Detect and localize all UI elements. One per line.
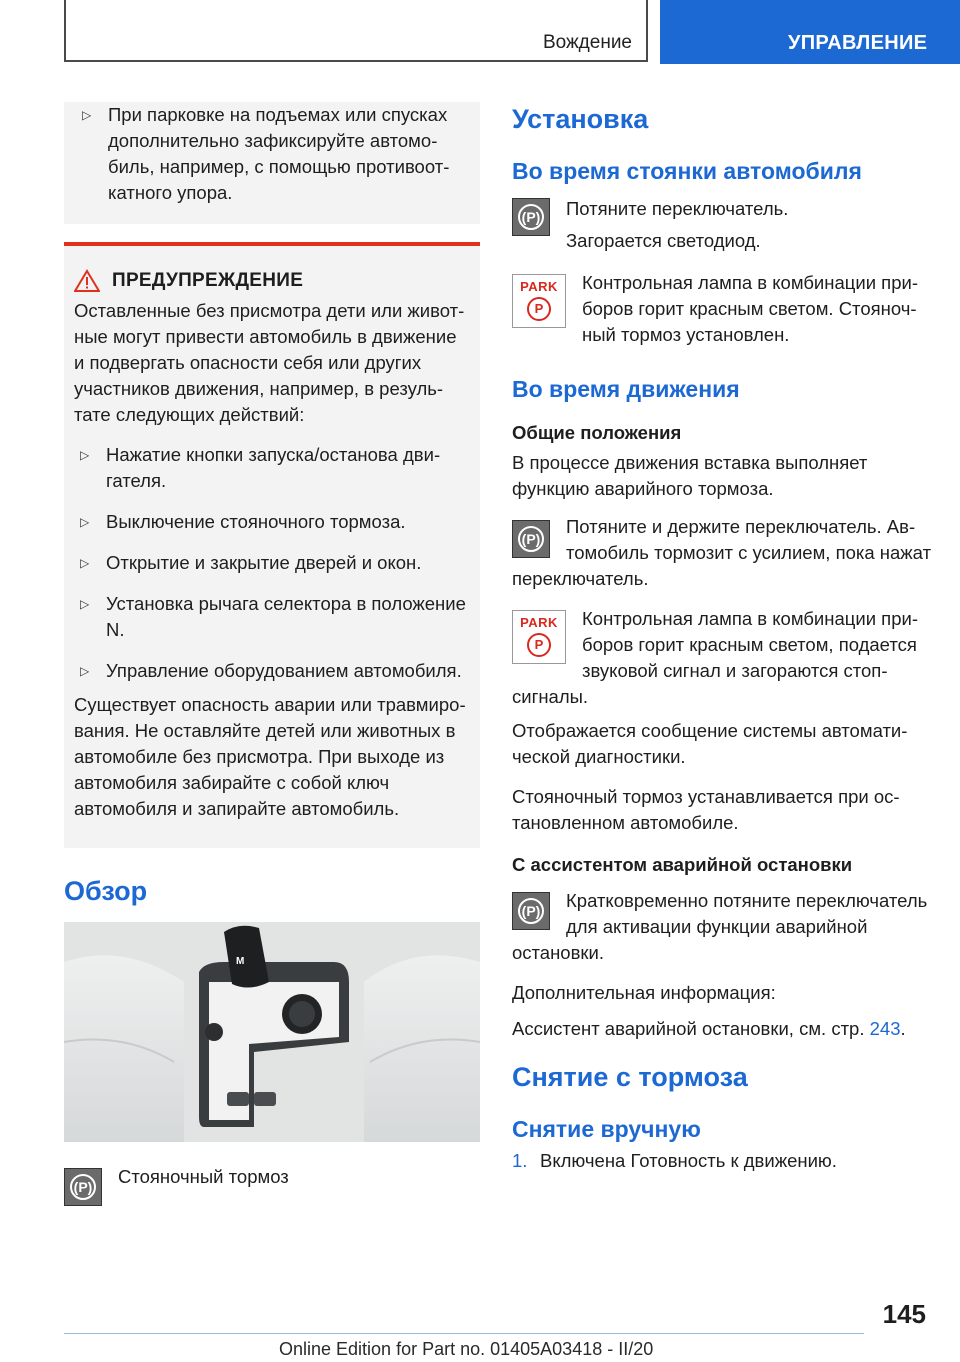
step-text: Включена Готовность к движению.	[540, 1150, 837, 1171]
park-warning-lamp-icon	[512, 274, 566, 328]
park-p-letter: P	[527, 633, 551, 657]
parking-brake-switch-icon	[512, 198, 550, 236]
warning-triangle-icon	[74, 269, 100, 293]
step-number: 1.	[512, 1150, 528, 1171]
see-reference-text: Ассистент аварийной остановки, см. стр.	[512, 1018, 865, 1039]
center-console-photo	[64, 922, 480, 1142]
header-section-label: Вождение	[542, 32, 632, 53]
photo-caption: Стояночный тормоз	[118, 1166, 289, 1187]
left-column	[64, 102, 480, 1210]
pull-switch-text: Потяните переключатель.	[566, 198, 789, 219]
note-box	[64, 102, 480, 224]
bullet-triangle-icon: ▷	[82, 108, 92, 122]
p-symbol: (P)	[518, 204, 544, 230]
park-warning-lamp-icon	[512, 610, 566, 664]
warning-item-text: Установка рычага селектора в положение N.	[106, 593, 466, 640]
set-stopped-text: Стояночный тормоз устанавливается при остановленном автомобиле.	[512, 786, 900, 833]
note-bullet	[76, 102, 468, 206]
p-symbol: (P)	[518, 898, 544, 924]
footer-divider	[64, 1333, 864, 1334]
bullet-triangle-icon: ▷	[80, 597, 90, 611]
warning-item-text: Управление оборудованием автомобиля.	[106, 660, 462, 681]
lamp-parked-text: Контрольная лампа в комбинации приборов горит красным светом. Стояночный тормоз установлен.	[582, 272, 918, 345]
see-reference-suffix: .	[900, 1018, 906, 1039]
parking-brake-switch-icon	[64, 1168, 102, 1206]
p-symbol: (P)	[518, 526, 544, 552]
caption-row	[64, 1164, 480, 1210]
warning-item	[74, 658, 470, 684]
page-link[interactable]: 243	[869, 1018, 901, 1039]
bullet-triangle-icon: ▷	[80, 515, 90, 529]
emergency-text: Кратковременно потяните переключатель для активации функции аварийной остановки.	[512, 890, 928, 963]
warning-item	[74, 591, 470, 643]
pull-switch-row	[512, 196, 932, 254]
general-text: В процессе движения вставка выполняет функцию аварийного тормоза.	[512, 452, 868, 499]
header-chapter-tab	[660, 0, 960, 64]
warning-box	[64, 242, 480, 848]
overview-heading: Обзор	[64, 876, 148, 906]
warning-item	[74, 509, 470, 535]
warning-item-text: Выключение стояночного тормоза.	[106, 511, 406, 532]
header-section-tab	[64, 0, 648, 62]
page-number: 145	[882, 1299, 926, 1329]
warning-intro: Оставленные без присмотра дети или животные могут привести автомобиль в движение и подвергать опасности себя или других участников движения, например, в результате следующих действий:	[74, 300, 465, 425]
warning-item	[74, 442, 470, 494]
driving-heading: Во время движения	[512, 376, 740, 402]
warning-title: ПРЕДУПРЕЖДЕНИЕ	[112, 270, 304, 291]
parking-brake-switch-icon	[512, 520, 550, 558]
lamp-driving-row	[512, 606, 932, 710]
hold-switch-text: Потяните и держите переключатель. Автомобиль тормозит с усилием, пока нажат переключатель.	[512, 516, 932, 589]
emergency-row	[512, 888, 932, 966]
bullet-triangle-icon: ▷	[80, 448, 90, 462]
diag-message-text: Отображается сообщение системы автоматической диагностики.	[512, 720, 908, 767]
warning-item-text: Нажатие кнопки запуска/останова двигателя.	[106, 444, 441, 491]
warning-header	[74, 268, 470, 294]
footer-edition: Online Edition for Part no. 01405A03418 - II/20	[279, 1339, 654, 1359]
manual-release-heading: Снятие вручную	[512, 1116, 701, 1142]
header-chapter-label: УПРАВЛЕНИЕ	[788, 32, 928, 54]
p-symbol: (P)	[70, 1174, 96, 1200]
note-bullet-text: При парковке на подъемах или спусках дополнительно зафиксируйте автомобиль, например, с помощью противооткатного упора.	[108, 104, 450, 203]
release-heading: Снятие с тормоза	[512, 1062, 748, 1092]
park-label: PARK	[520, 279, 558, 294]
hold-switch-row	[512, 514, 932, 592]
lamp-parked-row	[512, 270, 932, 348]
park-p-letter: P	[527, 297, 551, 321]
led-on-text: Загорается светодиод.	[566, 230, 761, 251]
park-label: PARK	[520, 615, 558, 630]
see-reference	[512, 1016, 932, 1042]
svg-text:M: M	[236, 956, 245, 967]
general-heading: Общие положения	[512, 422, 682, 443]
warning-item-text: Открытие и закрытие дверей и окон.	[106, 552, 422, 573]
emergency-heading: С ассистентом аварийной остановки	[512, 854, 853, 875]
right-column	[512, 102, 932, 1174]
more-info-text: Дополнительная информация:	[512, 982, 776, 1003]
install-heading: Установка	[512, 104, 649, 134]
warning-item	[74, 550, 470, 576]
bullet-triangle-icon: ▷	[80, 664, 90, 678]
parking-brake-switch-icon	[512, 892, 550, 930]
center-console-illustration	[64, 922, 480, 1142]
bullet-triangle-icon: ▷	[80, 556, 90, 570]
parked-heading: Во время стоянки автомобиля	[512, 158, 862, 184]
release-step	[512, 1148, 932, 1174]
lamp-driving-text: Контрольная лампа в комбинации приборов горит красным светом, подается звуковой сигнал и загораются стоп-сигналы.	[512, 608, 918, 707]
warning-outro: Существует опасность аварии или травмирования. Не оставляйте детей или животных в автомобиле без присмотра. При выходе из автомобиля забирайте с собой ключ автомобиля и запирайте автомобиль.	[74, 694, 466, 819]
